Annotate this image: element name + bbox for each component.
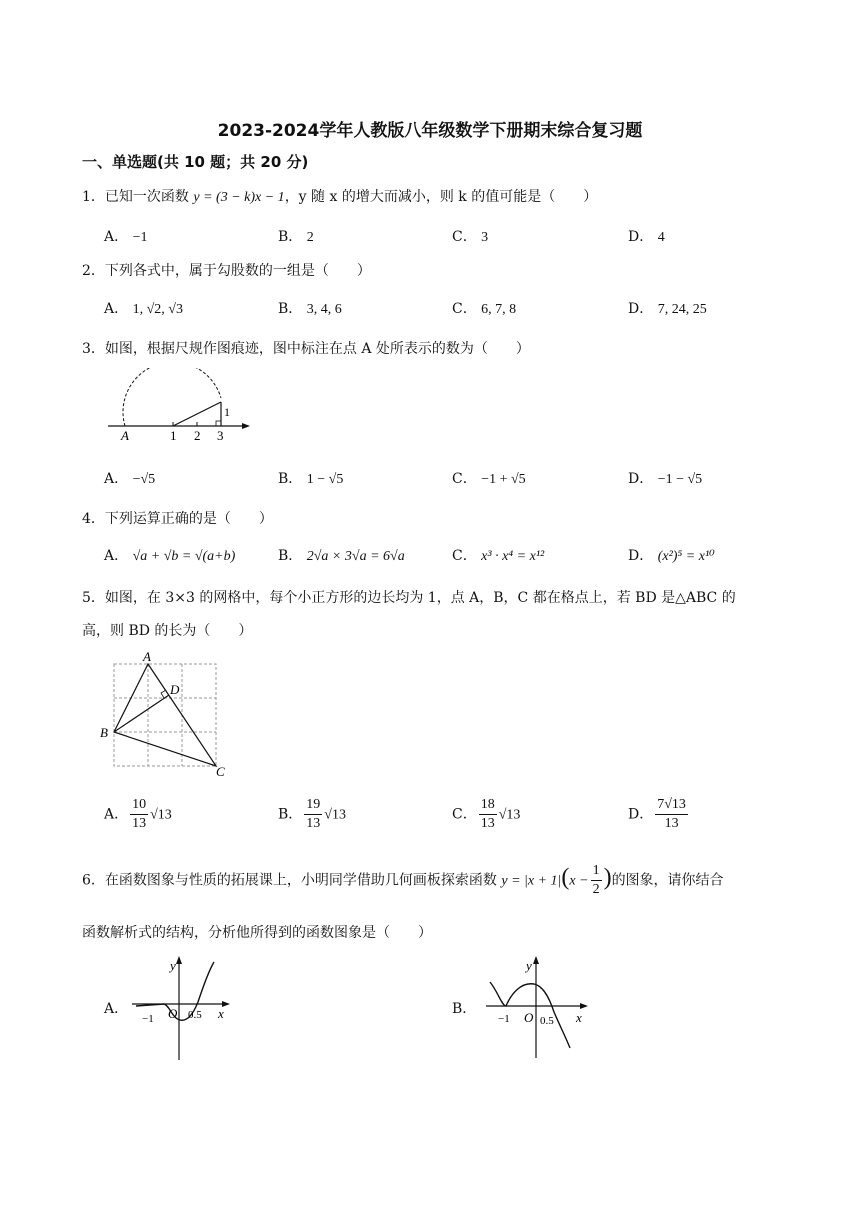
question-1-formula: y = (3 − k)x − 1 (193, 190, 285, 205)
fraction (655, 796, 688, 833)
q4-option-b[interactable] (278, 545, 405, 565)
q2-option-d[interactable] (628, 298, 707, 318)
q3-option-b[interactable] (278, 468, 343, 488)
question-4: 4．下列运算正确的是（ ） (82, 511, 273, 527)
tick-label-minus-1: −1 (142, 1013, 154, 1025)
option-letter: D． (628, 301, 654, 317)
tick-label-1: 1 (170, 428, 177, 443)
option-text: 7, 24, 25 (657, 302, 707, 317)
triangle-abc (114, 664, 216, 766)
option-text: 1 − √5 (306, 472, 344, 487)
option-text: 3 (481, 230, 489, 245)
option-text: 2 (306, 230, 314, 245)
option-text: 1, √2, √3 (132, 302, 183, 317)
option-text: 3, 4, 6 (306, 302, 342, 317)
q6-option-a[interactable] (104, 998, 128, 1018)
question-6-suffix: 的图象，请你结合 (611, 872, 724, 889)
denominator: 13 (480, 816, 495, 831)
numerator: 1 (591, 862, 602, 881)
numerator: 10 (130, 796, 148, 815)
point-a-label: A (121, 428, 129, 443)
graph-option-b (482, 952, 594, 1062)
page-title: 2023-2024学年人教版八年级数学下册期末综合复习题 (217, 121, 643, 141)
q3-option-d[interactable] (628, 468, 702, 488)
x-axis-label: x (218, 1006, 224, 1021)
question-5-line-2: 高，则 BD 的长为（ ） (82, 623, 253, 639)
x-axis-label: x (576, 1010, 582, 1025)
option-text: −√5 (132, 472, 156, 487)
height-label: 1 (224, 405, 230, 419)
arrow-icon (533, 956, 539, 964)
question-5-line-1: 5．如图，在 3×3 的网格中，每个小正方形的边长均为 1，点 A，B，C 都在格点上，若 BD 是△ABC 的 (82, 590, 736, 606)
fraction (591, 862, 602, 899)
option-text: x³ · x⁴ = x¹² (481, 549, 545, 564)
question-1 (82, 186, 597, 206)
right-angle-mark (216, 421, 221, 426)
option-text: −1 + √5 (481, 472, 526, 487)
q4-option-d[interactable] (628, 545, 715, 565)
altitude-bd (114, 695, 169, 732)
denominator: 13 (132, 816, 147, 831)
tick-label-half: 0.5 (540, 1015, 554, 1027)
q2-option-b[interactable] (278, 298, 342, 318)
denominator: 13 (306, 816, 321, 831)
origin-label: O (168, 1006, 178, 1021)
arrow-icon (176, 956, 182, 964)
q3-option-c[interactable] (452, 468, 526, 488)
q3-option-a[interactable] (104, 468, 155, 488)
paren-close: ) (603, 864, 612, 891)
point-b-label: B (100, 725, 108, 740)
tick-label-2: 2 (194, 428, 201, 443)
q4-option-a[interactable] (104, 545, 235, 565)
option-letter: A． (104, 229, 129, 245)
arrow-icon (580, 1003, 588, 1009)
number-line-figure (104, 368, 254, 444)
option-text: −1 (132, 230, 148, 245)
numerator: 18 (479, 796, 497, 815)
option-letter: B． (278, 806, 303, 823)
option-text: 4 (657, 230, 665, 245)
y-axis-label: y (526, 958, 532, 973)
option-letter: B． (278, 548, 303, 564)
option-letter: D． (628, 806, 654, 823)
numerator: 19 (304, 796, 322, 815)
compass-arc (123, 368, 221, 426)
question-6-formula-left: y = |x + 1| (501, 873, 562, 889)
q6-option-b[interactable] (452, 998, 476, 1018)
option-letter: B． (278, 471, 303, 487)
denominator: 2 (592, 882, 600, 897)
q5-option-d[interactable] (628, 796, 690, 833)
fraction (130, 796, 148, 833)
option-text: (x²)⁵ = x¹⁰ (657, 549, 715, 564)
y-axis-label: y (170, 958, 176, 973)
option-letter: A． (104, 301, 129, 317)
option-letter: C． (452, 229, 477, 245)
q5-option-b[interactable] (278, 796, 346, 833)
tick-label-3: 3 (217, 428, 224, 443)
question-6-line-2: 函数解析式的结构，分析他所得到的函数图象是（ ） (82, 925, 432, 941)
q1-option-b[interactable] (278, 226, 314, 246)
option-letter: C． (452, 471, 477, 487)
question-1-suffix: ，y 随 x 的增大而减小，则 k 的值可能是（ ） (284, 189, 598, 205)
radical: √13 (498, 807, 521, 823)
fraction (304, 796, 322, 833)
q1-option-d[interactable] (628, 226, 665, 246)
question-2: 2．下列各式中，属于勾股数的一组是（ ） (82, 263, 371, 279)
fraction (479, 796, 497, 833)
option-text: 2√a × 3√a = 6√a (306, 549, 405, 564)
option-letter: B． (278, 229, 303, 245)
q2-option-c[interactable] (452, 298, 516, 318)
point-a-label: A (143, 649, 151, 664)
option-letter: D． (628, 548, 654, 564)
question-6-line-1 (82, 862, 724, 899)
origin-label: O (524, 1010, 534, 1025)
option-letter: A． (104, 471, 129, 487)
option-letter: B． (452, 1001, 477, 1017)
radical: √13 (324, 807, 346, 823)
question-6-prefix: 6．在函数图象与性质的拓展课上，小明同学借助几何画板探索函数 (82, 872, 497, 889)
grid-triangle-figure (96, 648, 238, 780)
denominator: 13 (664, 816, 679, 831)
tick-label-half: 0.5 (188, 1009, 202, 1021)
tick-label-minus-1: −1 (498, 1013, 510, 1025)
section-heading: 一、单选题(共 10 题；共 20 分) (82, 153, 309, 171)
graph-option-a (126, 952, 232, 1062)
arrow-icon (242, 423, 250, 429)
q1-option-a[interactable] (104, 226, 147, 246)
q2-option-a[interactable] (104, 298, 183, 318)
q5-option-a[interactable] (104, 796, 172, 833)
option-letter: D． (628, 229, 654, 245)
q4-option-c[interactable] (452, 545, 544, 565)
option-letter: A． (104, 548, 129, 564)
radical: √13 (150, 807, 172, 823)
point-d-label: D (170, 682, 180, 697)
question-6-formula-inner: x − (569, 873, 589, 889)
q1-option-c[interactable] (452, 226, 488, 246)
q5-option-c[interactable] (452, 796, 520, 833)
dashed-grid (114, 664, 216, 766)
option-text: 6, 7, 8 (481, 302, 517, 317)
paren-open: ( (561, 864, 570, 891)
option-letter: B． (278, 301, 303, 317)
point-c-label: C (216, 764, 225, 779)
question-3: 3．如图，根据尺规作图痕迹，图中标注在点 A 处所表示的数为（ ） (82, 341, 530, 357)
question-1-prefix: 1．已知一次函数 (82, 189, 189, 205)
option-letter: C． (452, 806, 477, 823)
option-text: √a + √b = √(a+b) (132, 549, 236, 564)
option-letter: C． (452, 548, 477, 564)
numerator: 7√13 (655, 796, 688, 815)
option-letter: A． (104, 1001, 129, 1017)
option-letter: A． (104, 806, 129, 823)
option-text: −1 − √5 (657, 472, 703, 487)
option-letter: C． (452, 301, 477, 317)
option-letter: D． (628, 471, 654, 487)
